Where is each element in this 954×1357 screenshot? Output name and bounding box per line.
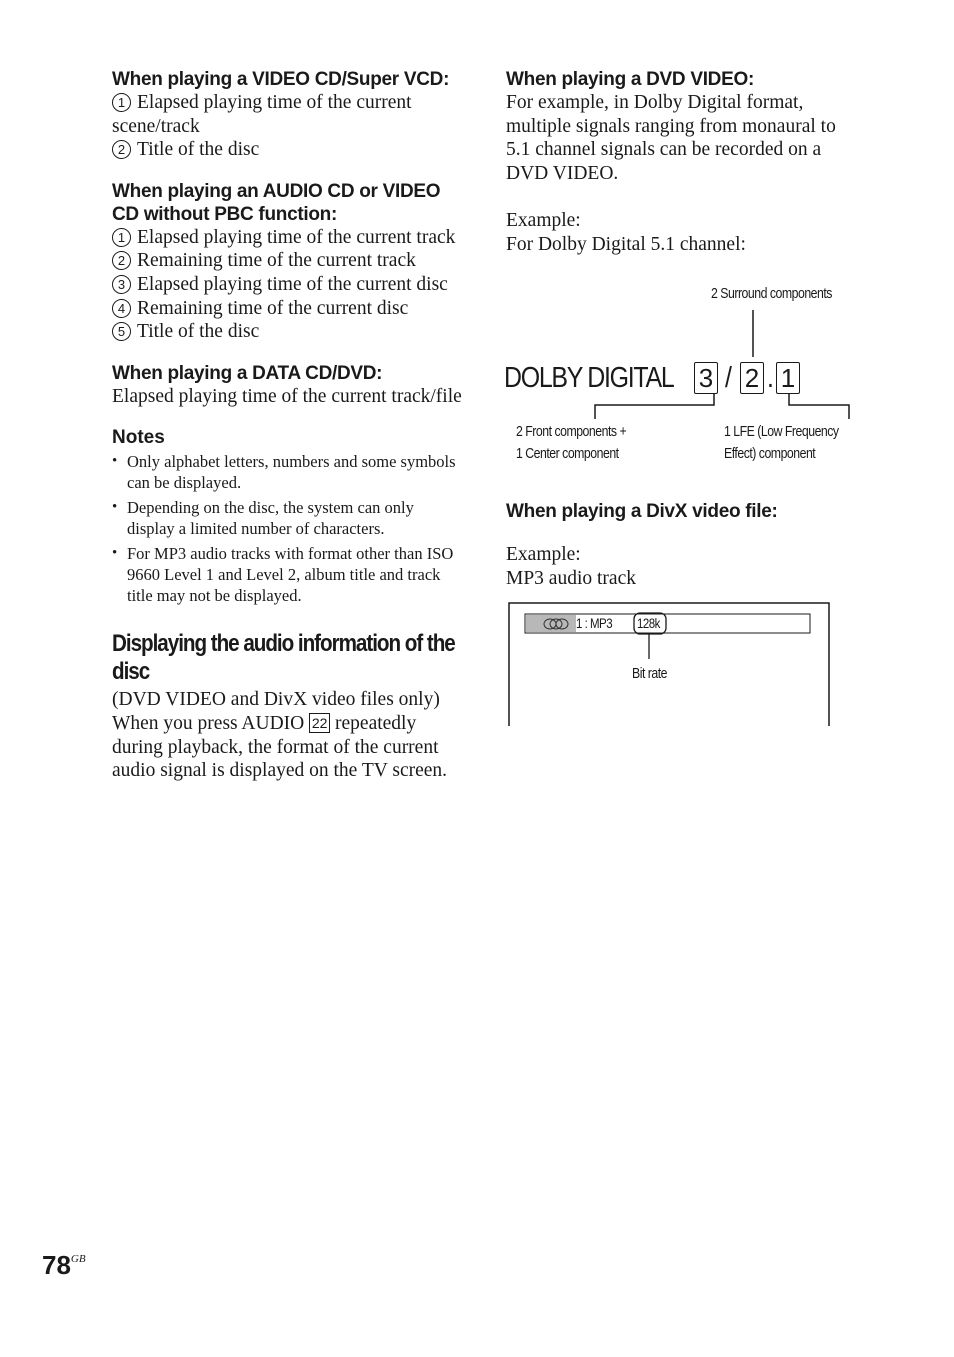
divx-example-text: MP3 audio track: [506, 567, 636, 589]
region-code: GB: [70, 1253, 86, 1265]
right-column: [504, 68, 858, 683]
surround-label: 2 Surround components: [711, 285, 832, 302]
vcd-item: 1 Elapsed playing time of the current scene/track: [112, 92, 412, 137]
note-item: • Depending on the disc, the system can only display a limited number of characters.: [112, 497, 464, 539]
number-badge: 2: [112, 251, 131, 270]
vcd-heading: When playing a VIDEO CD/Super VCD:: [112, 69, 450, 90]
divx-example-label: Example:: [506, 544, 581, 565]
bitrate-label: Bit rate: [632, 665, 668, 683]
dolby-format-text: DOLBY DIGITAL: [504, 362, 674, 394]
front-channel-box: 3: [694, 362, 718, 394]
front-label-line2: 1 Center component: [516, 445, 619, 462]
bitrate-value: 128k: [637, 615, 660, 632]
surround-channel-box: 2: [740, 362, 764, 394]
audio-cd-item: 2 Remaining time of the current track: [112, 249, 464, 273]
note-item: • Only alphabet letters, numbers and some symbols can be displayed.: [112, 451, 464, 493]
dolby-diagram: [506, 280, 858, 480]
audio-icon: [543, 617, 569, 629]
lfe-label-line1: 1 LFE (Low Frequency: [724, 423, 839, 440]
lfe-channel-box: 1: [776, 362, 800, 394]
number-badge: 4: [112, 299, 131, 318]
dvd-example-label: Example:: [506, 210, 581, 232]
number-badge: 2: [112, 140, 131, 159]
lfe-label-line2: Effect) component: [724, 445, 816, 462]
section-title: Displaying the audio information of the disc: [112, 630, 455, 686]
notes-heading: Notes: [112, 427, 165, 449]
divx-section: [506, 500, 858, 726]
channel-dot: .: [767, 362, 773, 394]
note-item: • For MP3 audio tracks with format other than ISO 9660 Level 1 and Level 2, album title and track title may not be displayed.: [112, 543, 464, 606]
divx-heading: When playing a DivX video file:: [506, 501, 778, 522]
front-label-line1: 2 Front components +: [516, 423, 627, 440]
page-number: $78^{GB}$: [42, 1250, 86, 1280]
dvd-text: For example, in Dolby Digital format, multiple signals ranging from monaural to 5.1 channel signals can be recorded on a DVD VIDEO.: [506, 92, 836, 184]
number-badge: 1: [112, 228, 131, 247]
data-cd-text: Elapsed playing time of the current track/file: [112, 385, 462, 407]
tv-screen-example: [506, 602, 828, 726]
number-badge: 3: [112, 275, 131, 294]
section-note: (DVD VIDEO and DivX video files only): [112, 689, 440, 711]
audio-cd-item: 1 Elapsed playing time of the current track: [112, 226, 464, 250]
audio-cd-item: 4 Remaining time of the current disc: [112, 297, 464, 321]
track-format-text: 1 : MP3: [576, 615, 613, 632]
section-body: When you press AUDIO 22 repeatedly during playback, the format of the current audio signal is displayed on the TV screen.: [112, 712, 448, 782]
audio-button-ref: 22: [309, 713, 330, 733]
number-badge: 1: [112, 93, 131, 112]
left-column: [112, 68, 464, 783]
audio-cd-item: 5 Title of the disc: [112, 320, 464, 344]
audio-cd-item: 3 Elapsed playing time of the current disc: [112, 273, 464, 297]
dvd-heading: When playing a DVD VIDEO:: [506, 69, 754, 90]
vcd-item: 2 Title of the disc: [112, 138, 464, 162]
number-badge: 5: [112, 322, 131, 341]
dvd-example-text: For Dolby Digital 5.1 channel:: [506, 233, 746, 255]
channel-slash: /: [725, 362, 731, 394]
audio-cd-heading: When playing an AUDIO CD or VIDEO CD without PBC function:: [112, 180, 441, 225]
notes-list: [112, 451, 464, 606]
data-cd-heading: When playing a DATA CD/DVD:: [112, 362, 383, 384]
